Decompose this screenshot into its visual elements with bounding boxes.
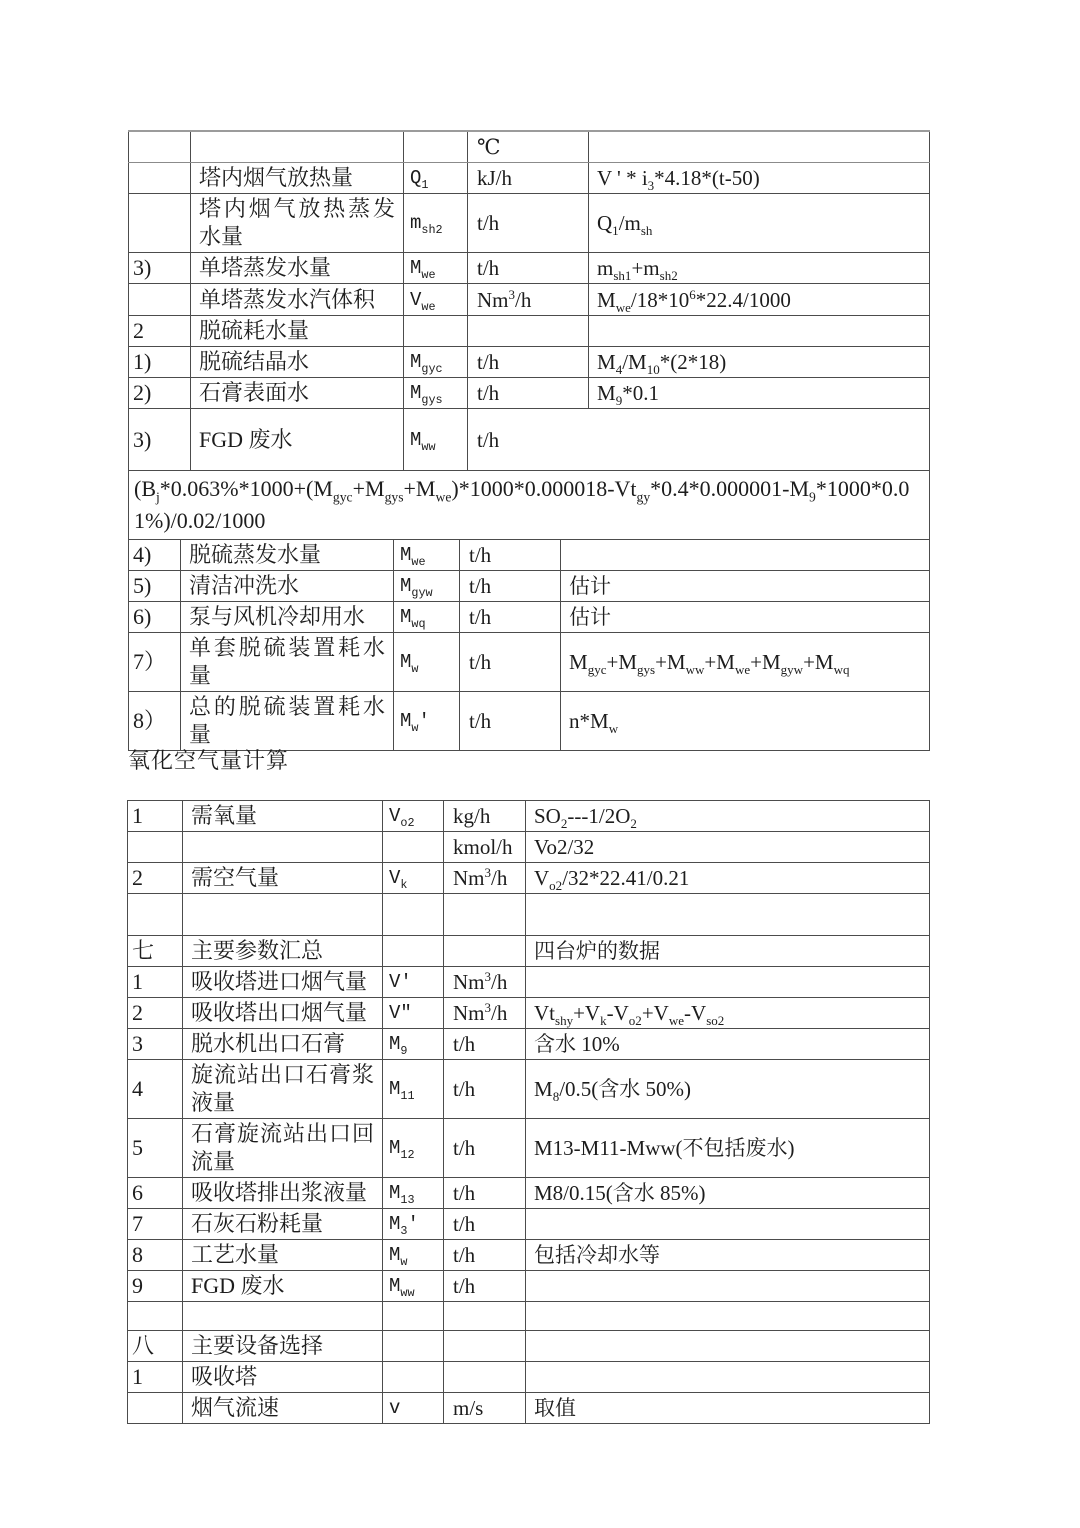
cell-sym: $M_{we}$ — [394, 540, 460, 571]
cell-no — [128, 832, 183, 863]
table-row — [129, 571, 930, 602]
cell-formula-full: $(B_j*0.063\%*1000+(M_{gyc}+M_{gys}+M_{we})*1000*0.000018-Vt_{gy}*0.4*0.000001-M_9*1000*0.01\%)/0.02/1000$ — [129, 471, 930, 540]
table-row — [128, 936, 930, 967]
table-row — [129, 378, 930, 409]
cell-formula: $V_{o2}/32*22.41/0.21$ — [526, 863, 930, 894]
cell-sym: $M_{11}$ — [383, 1060, 444, 1119]
cell-formula: $M_9*0.1$ — [589, 378, 930, 409]
cell-no: 4) — [129, 540, 181, 571]
cell-formula — [526, 1331, 930, 1362]
cell-unit: t/h — [460, 633, 561, 692]
cell-sym: $M_3'$ — [383, 1209, 444, 1240]
cell-name: 脱硫结晶水 — [191, 347, 404, 378]
cell-no: 5) — [129, 571, 181, 602]
cell-unit: ℃ — [468, 131, 589, 163]
table-row — [128, 967, 930, 998]
cell-sym: $M_{ww}$ — [404, 409, 468, 471]
cell-no: 5 — [128, 1119, 183, 1178]
cell-no: 6) — [129, 602, 181, 633]
cell-formula — [561, 540, 930, 571]
cell-sym: $M_{gyc}$ — [404, 347, 468, 378]
cell-formula: 估计 — [561, 571, 930, 602]
cell-sym: v — [383, 1393, 444, 1424]
table-row — [128, 894, 930, 936]
table-row — [128, 1393, 930, 1424]
cell-name: 吸收塔 — [183, 1362, 383, 1393]
water-consumption-table-lower — [128, 539, 930, 751]
table-row — [128, 998, 930, 1029]
cell-unit: t/h — [460, 540, 561, 571]
cell-no: 2 — [129, 316, 191, 347]
cell-no: 4 — [128, 1060, 183, 1119]
table-row — [129, 316, 930, 347]
table-row — [129, 163, 930, 194]
cell-sym: V' — [383, 967, 444, 998]
cell-formula: $m_{sh1}+m_{sh2}$ — [589, 253, 930, 284]
table-row — [128, 1060, 930, 1119]
cell-formula — [526, 894, 930, 936]
cell-unit: kg/h — [444, 801, 526, 832]
cell-name: 吸收塔排出浆液量 — [183, 1178, 383, 1209]
cell-unit — [444, 894, 526, 936]
cell-sym: V″ — [383, 998, 444, 1029]
cell-no: 1 — [128, 967, 183, 998]
cell-sym: $V_k$ — [383, 863, 444, 894]
table-row — [129, 602, 930, 633]
cell-sym — [404, 316, 468, 347]
table-row — [128, 1362, 930, 1393]
table-row — [129, 409, 930, 471]
cell-no — [129, 284, 191, 316]
cell-formula — [526, 967, 930, 998]
cell-formula: $Q_1/m_{sh}$ — [589, 194, 930, 253]
cell-formula: 估计 — [561, 602, 930, 633]
table-row — [128, 1302, 930, 1331]
cell-formula: V ' * $i_3*4.18*(t-50)$ — [589, 163, 930, 194]
cell-name: 塔内烟气放热量 — [191, 163, 404, 194]
cell-sym: $m_{sh2}$ — [404, 194, 468, 253]
cell-no: 8 — [128, 1240, 183, 1271]
cell-name: 石膏旋流站出口回流量 — [183, 1119, 383, 1178]
cell-formula: M13-M11-Mww(不包括废水) — [526, 1119, 930, 1178]
cell-formula: 含水 10% — [526, 1029, 930, 1060]
table-row — [128, 1209, 930, 1240]
cell-unit: t/h — [468, 378, 589, 409]
cell-sym — [383, 936, 444, 967]
cell-unit — [444, 1331, 526, 1362]
cell-no: 2 — [128, 863, 183, 894]
cell-name — [183, 832, 383, 863]
cell-name: 旋流站出口石膏浆液量 — [183, 1060, 383, 1119]
table-row — [128, 801, 930, 832]
cell-unit — [444, 936, 526, 967]
cell-formula: Vo2/32 — [526, 832, 930, 863]
cell-no — [128, 1393, 183, 1424]
cell-unit: t/h — [444, 1240, 526, 1271]
oxidation-air-and-summary-table — [127, 800, 930, 1424]
cell-sym: $M_w'$ — [394, 692, 460, 751]
table-row — [128, 1119, 930, 1178]
cell-unit: kJ/h — [468, 163, 589, 194]
cell-sym: $V_{we}$ — [404, 284, 468, 316]
cell-name: 清洁冲洗水 — [181, 571, 394, 602]
cell-unit: t/h — [468, 347, 589, 378]
table-row — [128, 832, 930, 863]
cell-name: 塔内烟气放热蒸发水量 — [191, 194, 404, 253]
cell-sym: $M_{gys}$ — [404, 378, 468, 409]
cell-formula: $Vt_{shy}+V_k-V_{o2}+V_{we}-V_{so2}$ — [526, 998, 930, 1029]
cell-no: 七 — [128, 936, 183, 967]
cell-no: 2) — [129, 378, 191, 409]
cell-formula: M8/0.15(含水 85%) — [526, 1178, 930, 1209]
cell-formula — [589, 131, 930, 163]
cell-name: 需氧量 — [183, 801, 383, 832]
cell-formula — [526, 1271, 930, 1302]
cell-name: 工艺水量 — [183, 1240, 383, 1271]
cell-name: FGD 废水 — [183, 1271, 383, 1302]
cell-sym — [383, 1331, 444, 1362]
cell-formula: $M_8/0.5$(含水 50%) — [526, 1060, 930, 1119]
cell-unit: kmol/h — [444, 832, 526, 863]
table-row — [128, 863, 930, 894]
cell-unit: t/h — [444, 1209, 526, 1240]
cell-no: 1 — [128, 1362, 183, 1393]
cell-unit — [444, 1362, 526, 1393]
cell-sym — [383, 894, 444, 936]
cell-unit: t/h — [460, 571, 561, 602]
cell-formula — [526, 1362, 930, 1393]
cell-unit: t/h — [444, 1119, 526, 1178]
oxidation-air-table-wrap — [127, 800, 929, 1424]
table-row — [128, 1240, 930, 1271]
cell-no: 7） — [129, 633, 181, 692]
cell-name: 脱硫耗水量 — [191, 316, 404, 347]
cell-name: FGD 废水 — [191, 409, 404, 471]
cell-no — [129, 194, 191, 253]
cell-unit — [468, 316, 589, 347]
cell-unit: t/h — [444, 1060, 526, 1119]
table-row — [128, 1331, 930, 1362]
cell-formula — [526, 1302, 930, 1331]
cell-sym — [383, 832, 444, 863]
cell-formula — [589, 316, 930, 347]
cell-unit: Nm$^3$/h — [444, 967, 526, 998]
cell-name: 烟气流速 — [183, 1393, 383, 1424]
cell-sym: $M_{ww}$ — [383, 1271, 444, 1302]
cell-no — [129, 131, 191, 163]
cell-name: 单塔蒸发水汽体积 — [191, 284, 404, 316]
table-row — [128, 1029, 930, 1060]
cell-name — [183, 1302, 383, 1331]
cell-sym: $M_{13}$ — [383, 1178, 444, 1209]
cell-name: 石膏表面水 — [191, 378, 404, 409]
cell-formula: 四台炉的数据 — [526, 936, 930, 967]
table-row — [129, 540, 930, 571]
cell-unit: t/h — [444, 1271, 526, 1302]
section-heading: 氧化空气量计算 — [128, 748, 290, 773]
cell-no: 6 — [128, 1178, 183, 1209]
cell-no: 1) — [129, 347, 191, 378]
cell-name: 总的脱硫装置耗水量 — [181, 692, 394, 751]
table-row — [129, 284, 930, 316]
cell-unit: Nm$^3$/h — [444, 998, 526, 1029]
table-row — [129, 131, 930, 163]
cell-name: 石灰石粉耗量 — [183, 1209, 383, 1240]
water-consumption-table-group — [128, 130, 929, 751]
cell-name: 脱水机出口石膏 — [183, 1029, 383, 1060]
cell-no: 9 — [128, 1271, 183, 1302]
cell-unit: Nm$^3$/h — [444, 863, 526, 894]
cell-name: 需空气量 — [183, 863, 383, 894]
cell-unit: t/h — [468, 194, 589, 253]
cell-sym: $M_{12}$ — [383, 1119, 444, 1178]
cell-formula: $SO_2---1/2O_2$ — [526, 801, 930, 832]
cell-sym — [404, 131, 468, 163]
table-row — [128, 1271, 930, 1302]
cell-no: 7 — [128, 1209, 183, 1240]
table-row — [129, 692, 930, 751]
water-consumption-table-upper — [128, 130, 930, 540]
cell-unit: t/h — [460, 602, 561, 633]
cell-no — [128, 894, 183, 936]
cell-unit: t/h — [468, 409, 930, 471]
cell-unit: Nm$^3$/h — [468, 284, 589, 316]
cell-name: 脱硫蒸发水量 — [181, 540, 394, 571]
cell-name: 主要参数汇总 — [183, 936, 383, 967]
cell-sym: $M_w$ — [383, 1240, 444, 1271]
cell-formula: 包括冷却水等 — [526, 1240, 930, 1271]
cell-formula: 取值 — [526, 1393, 930, 1424]
cell-no: 八 — [128, 1331, 183, 1362]
cell-no: 2 — [128, 998, 183, 1029]
cell-no — [129, 163, 191, 194]
cell-sym: $M_w$ — [394, 633, 460, 692]
cell-name: 吸收塔出口烟气量 — [183, 998, 383, 1029]
cell-name: 泵与风机冷却用水 — [181, 602, 394, 633]
table-row — [129, 194, 930, 253]
cell-sym — [383, 1362, 444, 1393]
cell-sym — [383, 1302, 444, 1331]
cell-unit: m/s — [444, 1393, 526, 1424]
cell-no: 1 — [128, 801, 183, 832]
cell-no: 3 — [128, 1029, 183, 1060]
cell-no: 3) — [129, 253, 191, 284]
cell-formula: $M_{we}/18*10^6*22.4/1000$ — [589, 284, 930, 316]
cell-formula — [526, 1209, 930, 1240]
cell-no — [128, 1302, 183, 1331]
cell-sym: $Q_1$ — [404, 163, 468, 194]
table-row — [129, 633, 930, 692]
cell-sym: $M_{we}$ — [404, 253, 468, 284]
cell-no: 3) — [129, 409, 191, 471]
cell-unit: t/h — [444, 1029, 526, 1060]
cell-unit — [444, 1302, 526, 1331]
table-row — [129, 253, 930, 284]
cell-name — [183, 894, 383, 936]
cell-sym: $M_{gyw}$ — [394, 571, 460, 602]
table-row — [129, 347, 930, 378]
cell-name: 主要设备选择 — [183, 1331, 383, 1362]
cell-sym: $M_{wq}$ — [394, 602, 460, 633]
cell-no: 8） — [129, 692, 181, 751]
cell-name: 单套脱硫装置耗水量 — [181, 633, 394, 692]
table-row — [128, 1178, 930, 1209]
cell-formula: $M_4/M_{10}*(2*18)$ — [589, 347, 930, 378]
cell-name — [191, 131, 404, 163]
cell-formula: $M_{gyc}+M_{gys}+M_{ww}+M_{we}+M_{gyw}+M_{wq}$ — [561, 633, 930, 692]
cell-unit: t/h — [460, 692, 561, 751]
cell-name: 吸收塔进口烟气量 — [183, 967, 383, 998]
cell-unit: t/h — [468, 253, 589, 284]
cell-formula: $n*M_w$ — [561, 692, 930, 751]
cell-sym: $M_9$ — [383, 1029, 444, 1060]
table-row — [129, 471, 930, 540]
cell-unit: t/h — [444, 1178, 526, 1209]
cell-name: 单塔蒸发水量 — [191, 253, 404, 284]
cell-sym: $V_{o2}$ — [383, 801, 444, 832]
